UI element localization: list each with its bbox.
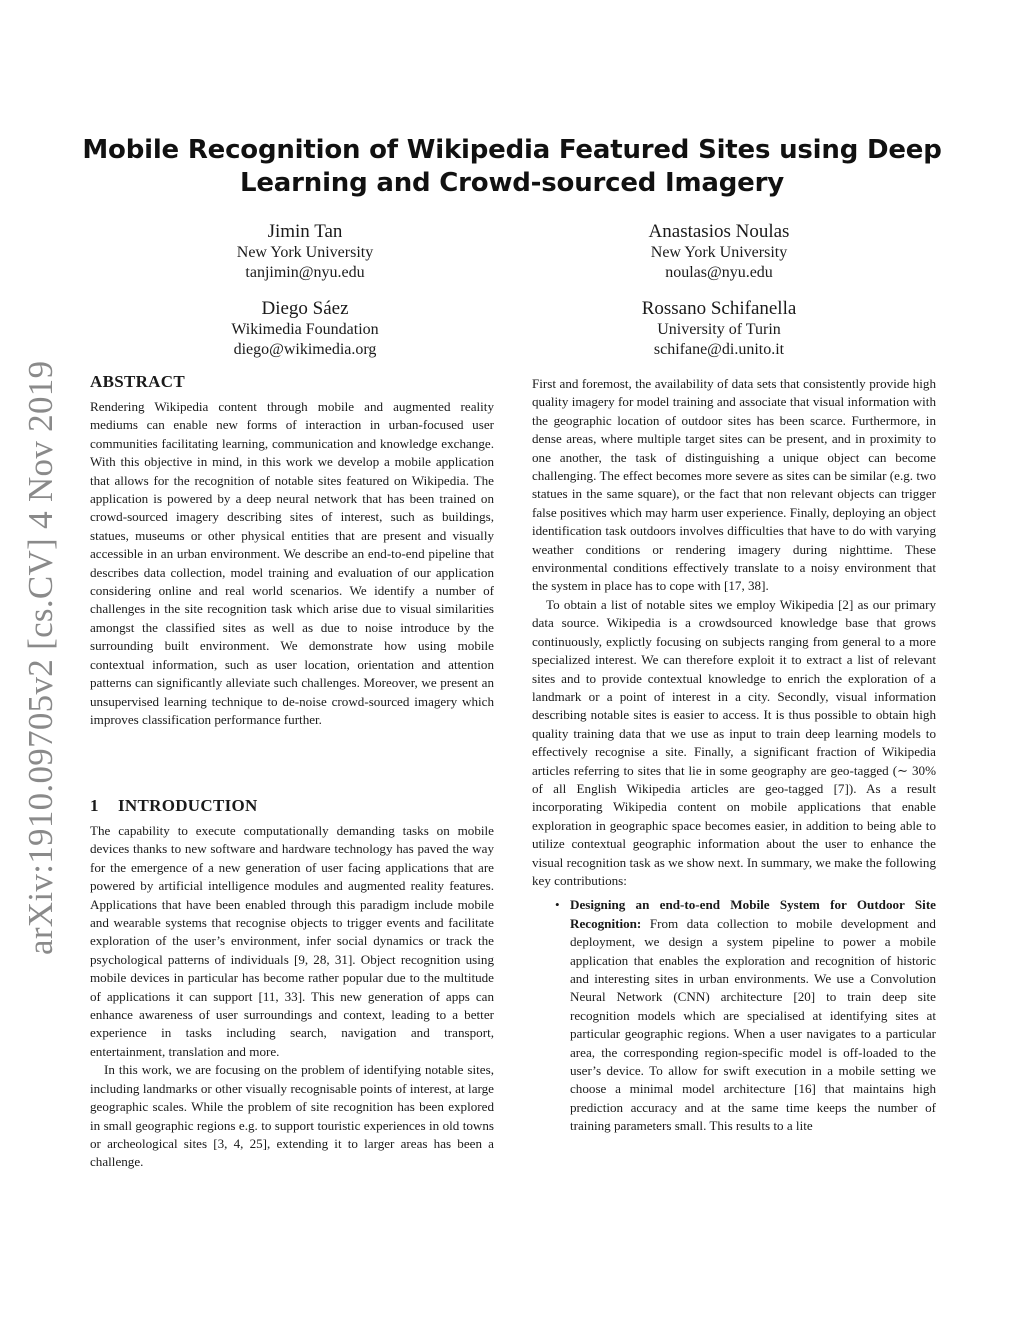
introduction-body xyxy=(90,822,494,1172)
list-item xyxy=(555,896,936,1135)
author-name: Jimin Tan xyxy=(267,221,343,242)
paper-title: Mobile Recognition of Wikipedia Featured Sites using Deep Learning and Crowd-sourced Imagery xyxy=(82,135,942,198)
author-email: tanjimin@nyu.edu xyxy=(245,264,365,281)
author-name: Rossano Schifanella xyxy=(641,298,797,319)
section-number: 1 xyxy=(90,796,99,815)
author-block xyxy=(140,221,470,283)
author-affiliation: New York University xyxy=(650,244,788,261)
contribution-title: Designing an end-to-end Mobile System for Outdoor Site Recognition: xyxy=(570,897,936,931)
author-email: schifane@di.unito.it xyxy=(653,341,785,358)
paragraph: First and foremost, the availability of data sets that consistently provide high quality imagery for model training and associate that visual information with the geographic location of outdoor sites has been scarce. Furthermore, in dense areas, where multiple target sites can be present, and in proximity to one another, the task of distinguishing a unique object can become challenging. The effect becomes more severe as sites can be similar (e.g. two statues in the same square), or the fact that non relevant objects can trigger false positives which may harm user experience. Finally, deploying an object identification task outdoors involves difficulties that have to do with varying weather conditions or rendering imagery during nighttime. These environmental conditions effectively translate to a noisy environment that the system in place has to cope with [17, 38]. xyxy=(532,376,936,594)
abstract-heading: ABSTRACT xyxy=(90,372,185,391)
author-affiliation: University of Turin xyxy=(657,321,781,338)
author-email: diego@wikimedia.org xyxy=(233,341,377,358)
section-title: INTRODUCTION xyxy=(118,796,258,815)
paragraph: In this work, we are focusing on the problem of identifying notable sites, including landmarks or other visually recognisable points of interest, at large geographic scales. While the problem of site recognition has been explored in small geographic regions e.g. to support touristic experiences in old towns or archeological sites [3, 4, 25], extending it to larger areas has been a challenge. xyxy=(90,1062,494,1170)
contributions-list xyxy=(532,896,936,1135)
author-affiliation: Wikimedia Foundation xyxy=(231,321,379,338)
paragraph: The capability to execute computationally demanding tasks on mobile devices thanks to new software and hardware technology has paved the way for the emergence of a new generation of user facing applications that are powered by artificial intelligence modules and augmented reality features. Applications that have been enabled through this paradigm include mobile and wearable systems that recognise objects to trigger events and facilitate exploration of the user’s environment, infer social dynamics or track the psychological patterns of individuals [9, 28, 31]. Object recognition using mobile devices in particular has become rather popular due to the multitude of applications it can support [11, 33]. This new generation of apps can enhance awareness of user surroundings and context, leading to a better experience in tasks including search, navigation and transport, entertainment, translation and more. xyxy=(90,823,494,1059)
bullet-icon: • xyxy=(555,897,560,913)
arxiv-identifier: arXiv:1910.09705v2 [cs.CV] 4 Nov 2019 xyxy=(21,360,60,955)
abstract-body xyxy=(90,398,494,729)
author-block xyxy=(554,221,884,283)
section-heading xyxy=(90,796,258,816)
author-affiliation: New York University xyxy=(236,244,374,261)
author-name: Anastasios Noulas xyxy=(648,221,790,242)
right-column xyxy=(532,375,936,1136)
author-block xyxy=(140,298,470,360)
author-name: Diego Sáez xyxy=(261,298,349,319)
author-email: noulas@nyu.edu xyxy=(665,264,773,281)
contribution-text: From data collection to mobile development and deployment, we design a system pipeline to power a mobile application that enables the exploration and recognition of historic and interesting sites in urban environments. We use a Convolution Neural Network (CNN) architecture [20] to train deep site recognition models which are specialised at identifying sites at particular geographic regions. When a user navigates to a particular area, the corresponding region-specific model is off-loaded to the user’s device. To allow for swift execution in a mobile setting we choose a minimal model architecture [16] that maintains high prediction accuracy and at the same time keeps the number of training parameters small. This results to a lite xyxy=(570,915,936,1134)
paragraph: To obtain a list of notable sites we employ Wikipedia [2] as our primary data source. Wikipedia is a crowdsourced knowledge base that grows continuously, explictly focusing on subjects ranging from general to a more specialized interest. We can therefore exploit it to extract a list of relevant sites and to provide contextual knowledge to enrich the exploration of a landmark or a point of interest in a city. Secondly, visual information describing notable sites is easier to access. It is thus possible to obtain high quality training data that we use as input to train deep learning models to effectively recognise a site. Finally, a significant fraction of Wikipedia articles referring to sites that lie in some geography are geo-tagged (∼ 30% of all English Wikipedia articles are geo-tagged [7]). As a result incorporating Wikipedia content on mobile applications that enable exploration in geographic space becomes easier, in addition to being able to utilize contextual geographic information about the user to enhance the visual recognition task as we show next. In summary, we make the following key contributions: xyxy=(532,596,936,888)
author-block xyxy=(554,298,884,360)
abstract-text: Rendering Wikipedia content through mobile and augmented reality mediums can enable new forms of interaction in urban-focused user communities facilitating learning, communication and knowledge exchange. With this objective in mind, in this work we develop a mobile application that allows for the recognition of notable sites featured on Wikipedia. The application is powered by a deep neural network that has been trained on crowd-sourced imagery describing sites of interest, such as buildings, statues, museums or other physical entities that are present and visually accessible in an urban environment. We describe an end-to-end pipeline that describes data collection, model training and evaluation of our application considering online and real world scenarios. We identify a number of challenges in the site recognition task which arise due to visual similarities amongst the classified sites as well as due to noise introduce by the surrounding built environment. We demonstrate how using mobile contextual information, such as user location, orientation and attention patterns can significantly alleviate such challenges. Moreover, we present an unsupervised learning technique to de-noise crowd-sourced imagery which improves classification performance further. xyxy=(90,399,494,727)
